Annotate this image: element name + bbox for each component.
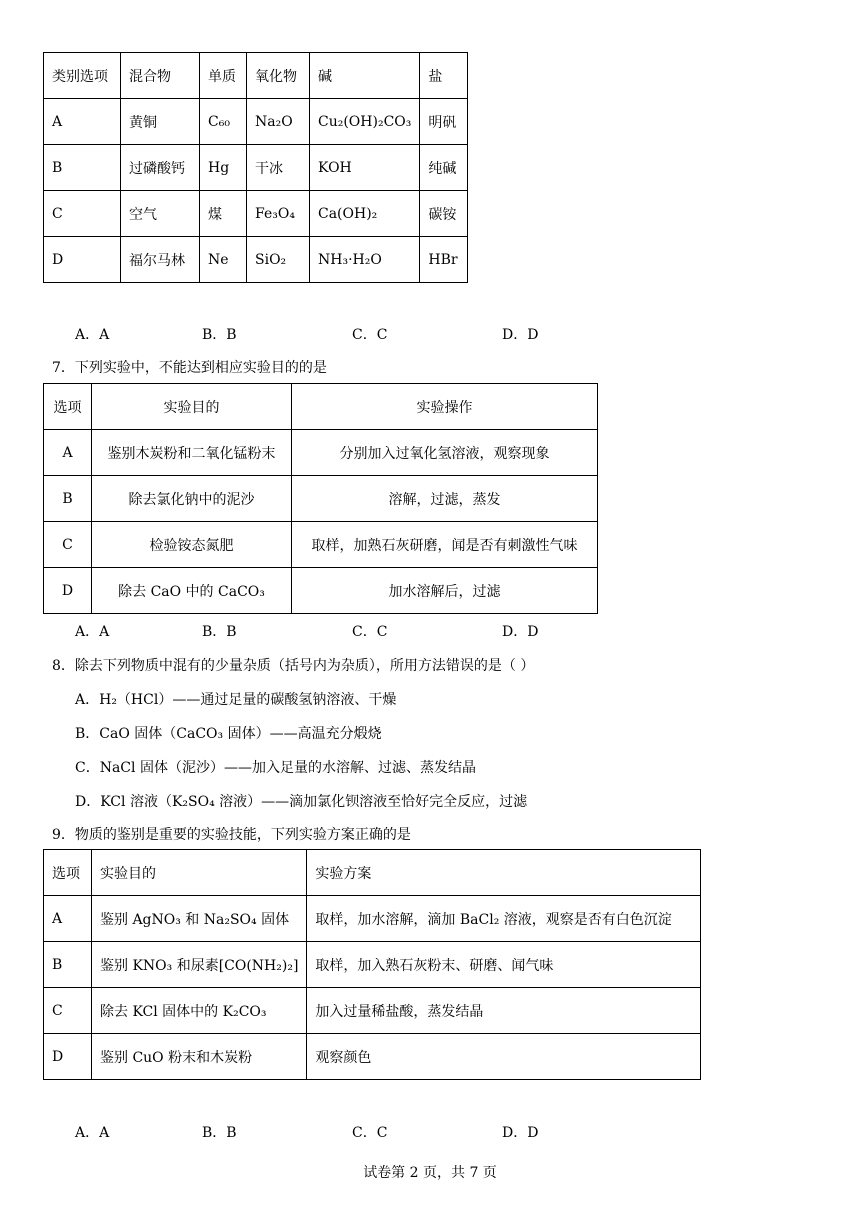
table-row	[44, 896, 701, 942]
option-a[interactable]: A．H₂（HCl）——通过足量的碳酸氢钠溶液、干燥	[75, 692, 397, 708]
choice-a[interactable]: A．A	[75, 327, 110, 343]
table-cell: Hg	[200, 145, 247, 191]
table-cell: 除去 CaO 中的 CaCO₃	[92, 568, 292, 614]
header-cell: 实验目的	[92, 384, 292, 430]
table-cell: C	[44, 191, 121, 237]
header-cell: 实验方案	[307, 850, 701, 896]
option-d[interactable]: D．KCl 溶液（K₂SO₄ 溶液）——滴加氯化钡溶液至恰好完全反应，过滤	[75, 794, 528, 810]
header-cell: 氧化物	[247, 53, 310, 99]
table-cell: 取样，加水溶解，滴加 BaCl₂ 溶液，观察是否有白色沉淀	[307, 896, 701, 942]
option-b[interactable]: B．CaO 固体（CaCO₃ 固体）——高温充分煅烧	[75, 726, 382, 742]
table-cell: 分别加入过氧化氢溶液，观察现象	[292, 430, 598, 476]
choice-c[interactable]: C．C	[352, 1125, 388, 1141]
table-cell: 溶解，过滤，蒸发	[292, 476, 598, 522]
table-row	[44, 476, 598, 522]
header-cell: 单质	[200, 53, 247, 99]
answer-choices-q9	[0, 1122, 860, 1142]
table-row	[44, 568, 598, 614]
table-cell: C	[44, 522, 92, 568]
table-cell: KOH	[310, 145, 420, 191]
table-header-row	[44, 53, 468, 99]
table-header-row	[44, 384, 598, 430]
answer-choices-q6	[0, 324, 860, 344]
table-cell: NH₃·H₂O	[310, 237, 420, 283]
table-row	[44, 99, 468, 145]
choice-a[interactable]: A．A	[75, 624, 110, 640]
table-cell: D	[44, 1034, 92, 1080]
table-cell: A	[44, 430, 92, 476]
header-cell: 选项	[44, 850, 92, 896]
page-footer: 试卷第 2 页，共 7 页	[363, 1165, 497, 1181]
header-cell: 选项	[44, 384, 92, 430]
table-row	[44, 942, 701, 988]
answer-choices-q7	[0, 621, 860, 641]
table-cell: Cu₂(OH)₂CO₃	[310, 99, 420, 145]
choice-c[interactable]: C．C	[352, 624, 388, 640]
table-cell: A	[44, 99, 121, 145]
table-cell: 纯碱	[420, 145, 468, 191]
table-cell: 空气	[121, 191, 200, 237]
header-cell: 实验操作	[292, 384, 598, 430]
table-cell: B	[44, 476, 92, 522]
table-cell: 福尔马林	[121, 237, 200, 283]
q7-table	[43, 383, 598, 614]
header-cell: 盐	[420, 53, 468, 99]
table-cell: Na₂O	[247, 99, 310, 145]
table-cell: 明矾	[420, 99, 468, 145]
table-cell: Ne	[200, 237, 247, 283]
choice-b[interactable]: B．B	[202, 327, 237, 343]
table-cell: 除去 KCl 固体中的 K₂CO₃	[92, 988, 307, 1034]
table-row	[44, 1034, 701, 1080]
table-cell: 碳铵	[420, 191, 468, 237]
choice-d[interactable]: D．D	[502, 1125, 539, 1141]
q9-table	[43, 849, 701, 1080]
table-cell: B	[44, 145, 121, 191]
table-row	[44, 191, 468, 237]
table-row	[44, 988, 701, 1034]
choice-c[interactable]: C．C	[352, 327, 388, 343]
header-cell: 实验目的	[92, 850, 307, 896]
table-cell: Fe₃O₄	[247, 191, 310, 237]
table-cell: 黄铜	[121, 99, 200, 145]
classification-table	[43, 52, 468, 283]
table-cell: 取样，加熟石灰研磨，闻是否有刺激性气味	[292, 522, 598, 568]
table-cell: 干冰	[247, 145, 310, 191]
choice-b[interactable]: B．B	[202, 624, 237, 640]
table-cell: 鉴别 CuO 粉末和木炭粉	[92, 1034, 307, 1080]
table-cell: A	[44, 896, 92, 942]
table-row	[44, 145, 468, 191]
header-cell: 类别选项	[44, 53, 121, 99]
table-cell: 取样，加入熟石灰粉末、研磨、闻气味	[307, 942, 701, 988]
table-cell: 加入过量稀盐酸，蒸发结晶	[307, 988, 701, 1034]
table-cell: SiO₂	[247, 237, 310, 283]
table-cell: 鉴别 AgNO₃ 和 Na₂SO₄ 固体	[92, 896, 307, 942]
table-cell: B	[44, 942, 92, 988]
choice-b[interactable]: B．B	[202, 1125, 237, 1141]
table-cell: Ca(OH)₂	[310, 191, 420, 237]
table-row	[44, 430, 598, 476]
option-c[interactable]: C．NaCl 固体（泥沙）——加入足量的水溶解、过滤、蒸发结晶	[75, 760, 476, 776]
table-cell: 检验铵态氮肥	[92, 522, 292, 568]
table-cell: C₆₀	[200, 99, 247, 145]
table-header-row	[44, 850, 701, 896]
table-cell: D	[44, 568, 92, 614]
table-cell: 煤	[200, 191, 247, 237]
table-cell: 鉴别木炭粉和二氧化锰粉末	[92, 430, 292, 476]
table-cell: HBr	[420, 237, 468, 283]
table-row	[44, 237, 468, 283]
question-7-stem: 7．下列实验中，不能达到相应实验目的的是	[52, 360, 327, 376]
choice-a[interactable]: A．A	[75, 1125, 110, 1141]
choice-d[interactable]: D．D	[502, 624, 539, 640]
header-cell: 混合物	[121, 53, 200, 99]
header-cell: 碱	[310, 53, 420, 99]
table-cell: 加水溶解后，过滤	[292, 568, 598, 614]
table-cell: 观察颜色	[307, 1034, 701, 1080]
question-9-stem: 9．物质的鉴别是重要的实验技能，下列实验方案正确的是	[52, 827, 411, 843]
choice-d[interactable]: D．D	[502, 327, 539, 343]
table-cell: 过磷酸钙	[121, 145, 200, 191]
table-cell: 除去氯化钠中的泥沙	[92, 476, 292, 522]
table-cell: D	[44, 237, 121, 283]
question-8-stem: 8．除去下列物质中混有的少量杂质（括号内为杂质），所用方法错误的是（ ）	[52, 658, 535, 674]
table-cell: 鉴别 KNO₃ 和尿素[CO(NH₂)₂]	[92, 942, 307, 988]
table-cell: C	[44, 988, 92, 1034]
table-row	[44, 522, 598, 568]
